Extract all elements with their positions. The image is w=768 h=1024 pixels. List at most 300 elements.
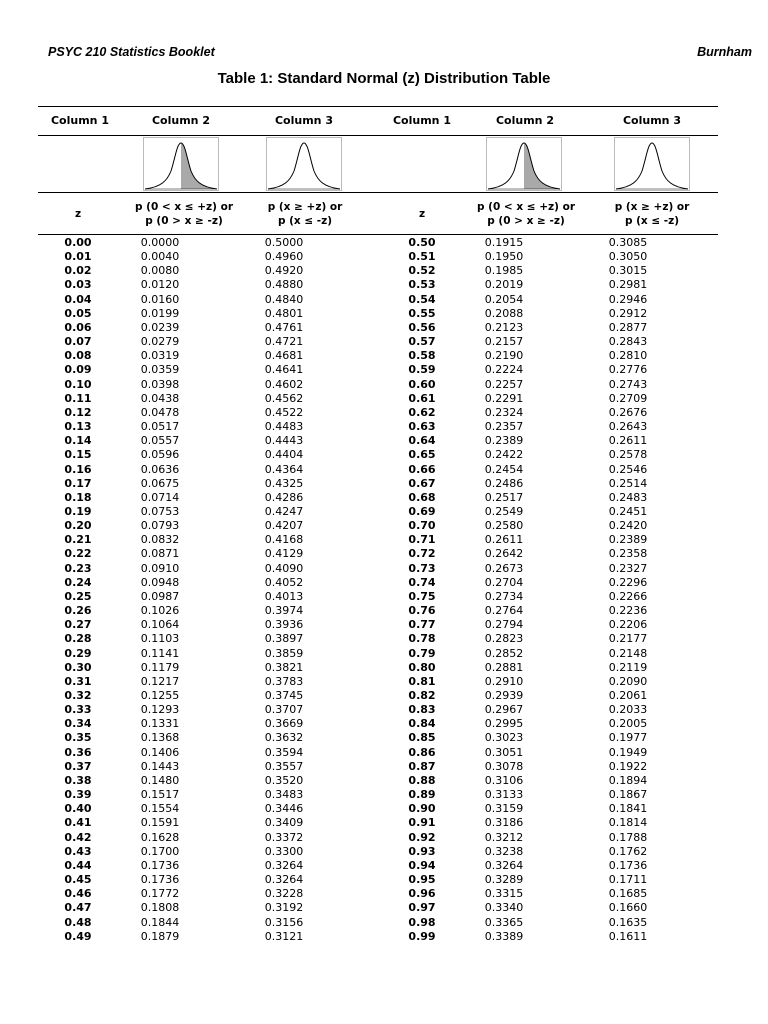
- area-beyond-z: 0.4721: [264, 335, 304, 349]
- z-value: 0.04: [64, 292, 92, 306]
- table-row: [58, 307, 346, 321]
- col3-sub-line2: p (x ≤ -z): [277, 215, 333, 227]
- area-mean-to-z: 0.0557: [140, 434, 180, 448]
- z-value: 0.72: [408, 547, 436, 561]
- area-beyond-z: 0.3594: [264, 745, 304, 759]
- area-beyond-z: 0.3669: [264, 717, 304, 731]
- area-beyond-z: 0.1788: [608, 830, 648, 844]
- table-row: [402, 774, 690, 788]
- header-rule: [38, 135, 718, 136]
- table-row: [58, 406, 346, 420]
- z-value: 0.17: [64, 476, 92, 490]
- area-mean-to-z: 0.2517: [484, 490, 524, 504]
- area-beyond-z: 0.1867: [608, 788, 648, 802]
- table-row: [402, 689, 690, 703]
- area-beyond-z: 0.4443: [264, 434, 304, 448]
- table-row: [58, 731, 346, 745]
- area-mean-to-z: 0.0199: [140, 306, 180, 320]
- table-row: [402, 250, 690, 264]
- z-value: 0.22: [64, 547, 92, 561]
- area-beyond-z: 0.1977: [608, 731, 648, 745]
- area-beyond-z: 0.2578: [608, 448, 648, 462]
- z-value: 0.80: [408, 660, 436, 674]
- table-row: [402, 264, 690, 278]
- z-value: 0.45: [64, 873, 92, 887]
- z-value: 0.85: [408, 731, 436, 745]
- table-row: [402, 307, 690, 321]
- area-beyond-z: 0.4404: [264, 448, 304, 462]
- area-beyond-z: 0.4960: [264, 250, 304, 264]
- area-mean-to-z: 0.3389: [484, 929, 524, 943]
- z-value: 0.06: [64, 320, 92, 334]
- z-value: 0.77: [408, 618, 436, 632]
- area-beyond-z: 0.2546: [608, 462, 648, 476]
- area-mean-to-z: 0.1772: [140, 887, 180, 901]
- table-row: [402, 378, 690, 392]
- table-row: [402, 788, 690, 802]
- area-beyond-z: 0.2981: [608, 278, 648, 292]
- table-row: [58, 703, 346, 717]
- area-mean-to-z: 0.2549: [484, 504, 524, 518]
- table-row: [402, 604, 690, 618]
- table-row: [58, 448, 346, 462]
- table-row: [402, 845, 690, 859]
- z-value: 0.35: [64, 731, 92, 745]
- area-mean-to-z: 0.3212: [484, 830, 524, 844]
- area-mean-to-z: 0.2190: [484, 349, 524, 363]
- area-mean-to-z: 0.0987: [140, 589, 180, 603]
- table-row: [402, 562, 690, 576]
- area-beyond-z: 0.4286: [264, 490, 304, 504]
- z-value: 0.97: [408, 901, 436, 915]
- area-beyond-z: 0.3936: [264, 618, 304, 632]
- area-beyond-z: 0.1660: [608, 901, 648, 915]
- table-row: [402, 420, 690, 434]
- z-value: 0.38: [64, 773, 92, 787]
- z-value: 0.63: [408, 420, 436, 434]
- area-mean-to-z: 0.1368: [140, 731, 180, 745]
- col3-subheader-right: [590, 200, 714, 228]
- area-mean-to-z: 0.2734: [484, 589, 524, 603]
- area-beyond-z: 0.2843: [608, 335, 648, 349]
- area-beyond-z: 0.2177: [608, 632, 648, 646]
- area-mean-to-z: 0.0832: [140, 533, 180, 547]
- area-mean-to-z: 0.1879: [140, 929, 180, 943]
- z-value: 0.10: [64, 377, 92, 391]
- z-value: 0.73: [408, 561, 436, 575]
- area-beyond-z: 0.2776: [608, 363, 648, 377]
- z-value: 0.36: [64, 745, 92, 759]
- area-beyond-z: 0.3632: [264, 731, 304, 745]
- col3-sub-line1: p (x ≥ +z) or: [267, 201, 343, 213]
- table-row: [58, 250, 346, 264]
- table-row: [58, 392, 346, 406]
- area-mean-to-z: 0.3238: [484, 844, 524, 858]
- table-row: [58, 632, 346, 646]
- area-beyond-z: 0.3372: [264, 830, 304, 844]
- table-row: [402, 321, 690, 335]
- area-beyond-z: 0.3050: [608, 250, 648, 264]
- z-value: 0.02: [64, 264, 92, 278]
- table-right-wrap: [402, 236, 690, 944]
- table-row: [58, 491, 346, 505]
- z-value: 0.39: [64, 788, 92, 802]
- data-rule: [38, 234, 718, 235]
- z-value: 0.43: [64, 844, 92, 858]
- area-beyond-z: 0.2061: [608, 689, 648, 702]
- z-value: 0.50: [408, 236, 436, 249]
- col2-sub-line1: p (0 < x ≤ +z) or: [134, 201, 234, 213]
- z-value: 0.98: [408, 915, 436, 929]
- area-mean-to-z: 0.2157: [484, 335, 524, 349]
- area-beyond-z: 0.4562: [264, 391, 304, 405]
- area-mean-to-z: 0.0080: [140, 264, 180, 278]
- z-value: 0.49: [64, 929, 92, 943]
- column-1-header-right: Column 1: [392, 114, 451, 127]
- area-mean-to-z: 0.0793: [140, 519, 180, 533]
- area-beyond-z: 0.5000: [264, 236, 304, 249]
- booklet-title: PSYC 210 Statistics Booklet: [48, 45, 215, 59]
- area-mean-to-z: 0.2794: [484, 618, 524, 632]
- area-mean-to-z: 0.1736: [140, 873, 180, 887]
- table-row: [402, 703, 690, 717]
- z-value: 0.00: [64, 236, 92, 249]
- area-beyond-z: 0.2643: [608, 420, 648, 434]
- table-row: [402, 477, 690, 491]
- area-beyond-z: 0.2810: [608, 349, 648, 363]
- z-value: 0.94: [408, 858, 436, 872]
- area-mean-to-z: 0.2673: [484, 561, 524, 575]
- table-row: [402, 363, 690, 377]
- area-beyond-z: 0.3228: [264, 887, 304, 901]
- table-row: [58, 661, 346, 675]
- z-value: 0.55: [408, 306, 436, 320]
- area-mean-to-z: 0.0636: [140, 462, 180, 476]
- area-mean-to-z: 0.3340: [484, 901, 524, 915]
- z-value: 0.16: [64, 462, 92, 476]
- table-row: [58, 477, 346, 491]
- top-rule: [38, 106, 718, 107]
- area-mean-to-z: 0.3023: [484, 731, 524, 745]
- table-row: [58, 916, 346, 930]
- table-row: [402, 760, 690, 774]
- table-row: [58, 604, 346, 618]
- table-row: [58, 278, 346, 292]
- table-row: [402, 717, 690, 731]
- area-beyond-z: 0.2358: [608, 547, 648, 561]
- z-value: 0.67: [408, 476, 436, 490]
- table-row: [402, 859, 690, 873]
- table-row: [58, 845, 346, 859]
- table-row: [402, 576, 690, 590]
- area-beyond-z: 0.4920: [264, 264, 304, 278]
- area-beyond-z: 0.4325: [264, 476, 304, 490]
- area-mean-to-z: 0.2454: [484, 462, 524, 476]
- table-row: [402, 887, 690, 901]
- z-value: 0.52: [408, 264, 436, 278]
- z-value: 0.51: [408, 250, 436, 264]
- area-mean-to-z: 0.0319: [140, 349, 180, 363]
- area-mean-to-z: 0.2939: [484, 689, 524, 702]
- table-row: [58, 930, 346, 944]
- z-value: 0.82: [408, 689, 436, 702]
- z-value: 0.11: [64, 391, 92, 405]
- area-beyond-z: 0.3520: [264, 773, 304, 787]
- area-mean-to-z: 0.2910: [484, 674, 524, 688]
- z-table-left: [58, 236, 346, 944]
- z-value: 0.61: [408, 391, 436, 405]
- area-mean-to-z: 0.0160: [140, 292, 180, 306]
- area-mean-to-z: 0.3106: [484, 773, 524, 787]
- z-value: 0.90: [408, 802, 436, 816]
- area-beyond-z: 0.4090: [264, 561, 304, 575]
- z-value: 0.76: [408, 604, 436, 618]
- area-mean-to-z: 0.1064: [140, 618, 180, 632]
- table-row: [402, 675, 690, 689]
- area-beyond-z: 0.2327: [608, 561, 648, 575]
- col2-subheader-right: [464, 200, 588, 228]
- z-value: 0.18: [64, 490, 92, 504]
- area-mean-to-z: 0.0871: [140, 547, 180, 561]
- z-label-left: z: [74, 208, 82, 220]
- z-value: 0.95: [408, 873, 436, 887]
- area-beyond-z: 0.2296: [608, 575, 648, 589]
- curve-icon-col3-left: [266, 137, 342, 191]
- area-mean-to-z: 0.3051: [484, 745, 524, 759]
- area-beyond-z: 0.2148: [608, 646, 648, 660]
- table-row: [58, 434, 346, 448]
- area-beyond-z: 0.2912: [608, 306, 648, 320]
- table-row: [58, 647, 346, 661]
- area-beyond-z: 0.2420: [608, 519, 648, 533]
- table-row: [58, 236, 346, 250]
- area-mean-to-z: 0.1217: [140, 674, 180, 688]
- area-mean-to-z: 0.1950: [484, 250, 524, 264]
- z-value: 0.87: [408, 759, 436, 773]
- table-row: [58, 363, 346, 377]
- area-beyond-z: 0.3300: [264, 844, 304, 858]
- table-row: [58, 505, 346, 519]
- table-row: [58, 547, 346, 561]
- table-row: [402, 930, 690, 944]
- area-mean-to-z: 0.2486: [484, 476, 524, 490]
- z-value: 0.92: [408, 830, 436, 844]
- z-value: 0.33: [64, 703, 92, 717]
- z-value: 0.12: [64, 405, 92, 419]
- area-beyond-z: 0.2946: [608, 292, 648, 306]
- z-value: 0.81: [408, 674, 436, 688]
- author-name: Burnham: [697, 45, 752, 59]
- z-value: 0.01: [64, 250, 92, 264]
- area-beyond-z: 0.1762: [608, 844, 648, 858]
- area-beyond-z: 0.4247: [264, 504, 304, 518]
- col2-subheader-left: [122, 200, 246, 228]
- area-beyond-z: 0.2119: [608, 660, 648, 674]
- z-value: 0.09: [64, 363, 92, 377]
- z-value: 0.27: [64, 618, 92, 632]
- z-value: 0.71: [408, 533, 436, 547]
- area-beyond-z: 0.4483: [264, 420, 304, 434]
- area-mean-to-z: 0.2324: [484, 405, 524, 419]
- z-value: 0.14: [64, 434, 92, 448]
- area-beyond-z: 0.3156: [264, 915, 304, 929]
- area-beyond-z: 0.3085: [608, 236, 648, 249]
- table-row: [402, 293, 690, 307]
- area-mean-to-z: 0.1700: [140, 844, 180, 858]
- z-value: 0.65: [408, 448, 436, 462]
- table-row: [58, 519, 346, 533]
- z-value: 0.23: [64, 561, 92, 575]
- z-value: 0.84: [408, 717, 436, 731]
- area-beyond-z: 0.1711: [608, 873, 648, 887]
- area-mean-to-z: 0.1179: [140, 660, 180, 674]
- col3-sub-line1: p (x ≥ +z) or: [614, 201, 690, 213]
- area-mean-to-z: 0.2823: [484, 632, 524, 646]
- table-row: [58, 859, 346, 873]
- area-beyond-z: 0.3409: [264, 816, 304, 830]
- z-value: 0.44: [64, 858, 92, 872]
- table-row: [402, 647, 690, 661]
- area-beyond-z: 0.3745: [264, 689, 304, 702]
- table-row: [58, 590, 346, 604]
- area-beyond-z: 0.1736: [608, 858, 648, 872]
- area-mean-to-z: 0.1808: [140, 901, 180, 915]
- table-row: [402, 448, 690, 462]
- area-beyond-z: 0.4522: [264, 405, 304, 419]
- area-mean-to-z: 0.1026: [140, 604, 180, 618]
- z-value: 0.29: [64, 646, 92, 660]
- table-row: [58, 774, 346, 788]
- table-row: [58, 533, 346, 547]
- table-row: [402, 236, 690, 250]
- table-row: [402, 463, 690, 477]
- area-beyond-z: 0.3783: [264, 674, 304, 688]
- area-beyond-z: 0.2743: [608, 377, 648, 391]
- area-beyond-z: 0.4013: [264, 589, 304, 603]
- area-beyond-z: 0.2514: [608, 476, 648, 490]
- area-mean-to-z: 0.1141: [140, 646, 180, 660]
- table-row: [58, 802, 346, 816]
- area-beyond-z: 0.2090: [608, 674, 648, 688]
- table-title: Table 1: Standard Normal (z) Distribution Table: [217, 70, 551, 87]
- area-mean-to-z: 0.2019: [484, 278, 524, 292]
- z-value: 0.07: [64, 335, 92, 349]
- area-mean-to-z: 0.1293: [140, 703, 180, 717]
- column-3-header-right: Column 3: [622, 114, 681, 127]
- z-table-right: [402, 236, 690, 944]
- table-row: [402, 434, 690, 448]
- area-beyond-z: 0.2709: [608, 391, 648, 405]
- area-beyond-z: 0.3897: [264, 632, 304, 646]
- area-mean-to-z: 0.1331: [140, 717, 180, 731]
- table-row: [402, 335, 690, 349]
- z-value: 0.75: [408, 589, 436, 603]
- z-value: 0.78: [408, 632, 436, 646]
- area-mean-to-z: 0.2123: [484, 320, 524, 334]
- z-value: 0.60: [408, 377, 436, 391]
- z-value: 0.68: [408, 490, 436, 504]
- table-row: [402, 802, 690, 816]
- area-beyond-z: 0.3446: [264, 802, 304, 816]
- area-mean-to-z: 0.3186: [484, 816, 524, 830]
- z-value: 0.66: [408, 462, 436, 476]
- area-mean-to-z: 0.2422: [484, 448, 524, 462]
- table-row: [402, 519, 690, 533]
- table-row: [58, 264, 346, 278]
- table-row: [402, 731, 690, 745]
- area-beyond-z: 0.2389: [608, 533, 648, 547]
- z-value: 0.74: [408, 575, 436, 589]
- z-value: 0.54: [408, 292, 436, 306]
- table-row: [402, 533, 690, 547]
- area-mean-to-z: 0.0239: [140, 320, 180, 334]
- table-row: [58, 335, 346, 349]
- area-beyond-z: 0.3821: [264, 660, 304, 674]
- col3-subheader-left: [243, 200, 367, 228]
- table-row: [58, 816, 346, 830]
- table-row: [402, 632, 690, 646]
- area-mean-to-z: 0.1985: [484, 264, 524, 278]
- area-mean-to-z: 0.1406: [140, 745, 180, 759]
- z-value: 0.24: [64, 575, 92, 589]
- area-mean-to-z: 0.2642: [484, 547, 524, 561]
- area-beyond-z: 0.4840: [264, 292, 304, 306]
- z-value: 0.31: [64, 674, 92, 688]
- table-row: [402, 901, 690, 915]
- z-value: 0.13: [64, 420, 92, 434]
- area-beyond-z: 0.3121: [264, 929, 304, 943]
- z-value: 0.58: [408, 349, 436, 363]
- z-value: 0.30: [64, 660, 92, 674]
- table-row: [58, 321, 346, 335]
- area-beyond-z: 0.1922: [608, 759, 648, 773]
- z-value: 0.37: [64, 759, 92, 773]
- area-mean-to-z: 0.3133: [484, 788, 524, 802]
- z-value: 0.15: [64, 448, 92, 462]
- table-row: [58, 717, 346, 731]
- area-beyond-z: 0.2676: [608, 405, 648, 419]
- area-beyond-z: 0.2206: [608, 618, 648, 632]
- area-mean-to-z: 0.2967: [484, 703, 524, 717]
- table-row: [58, 689, 346, 703]
- table-row: [402, 590, 690, 604]
- area-mean-to-z: 0.2995: [484, 717, 524, 731]
- col2-sub-line2: p (0 > x ≥ -z): [145, 215, 223, 227]
- area-mean-to-z: 0.0438: [140, 391, 180, 405]
- z-value: 0.46: [64, 887, 92, 901]
- area-mean-to-z: 0.2389: [484, 434, 524, 448]
- z-value: 0.79: [408, 646, 436, 660]
- curve-rule: [38, 192, 718, 193]
- table-row: [402, 873, 690, 887]
- area-mean-to-z: 0.1517: [140, 788, 180, 802]
- area-mean-to-z: 0.1915: [484, 236, 524, 249]
- curve-icon-col2-left: [143, 137, 219, 191]
- area-beyond-z: 0.1685: [608, 887, 648, 901]
- area-beyond-z: 0.2266: [608, 589, 648, 603]
- z-value: 0.86: [408, 745, 436, 759]
- area-mean-to-z: 0.2580: [484, 519, 524, 533]
- table-row: [402, 916, 690, 930]
- table-row: [402, 392, 690, 406]
- area-beyond-z: 0.1635: [608, 915, 648, 929]
- area-mean-to-z: 0.1103: [140, 632, 180, 646]
- table-row: [402, 816, 690, 830]
- area-mean-to-z: 0.1628: [140, 830, 180, 844]
- area-beyond-z: 0.2005: [608, 717, 648, 731]
- area-beyond-z: 0.4761: [264, 320, 304, 334]
- table-row: [402, 491, 690, 505]
